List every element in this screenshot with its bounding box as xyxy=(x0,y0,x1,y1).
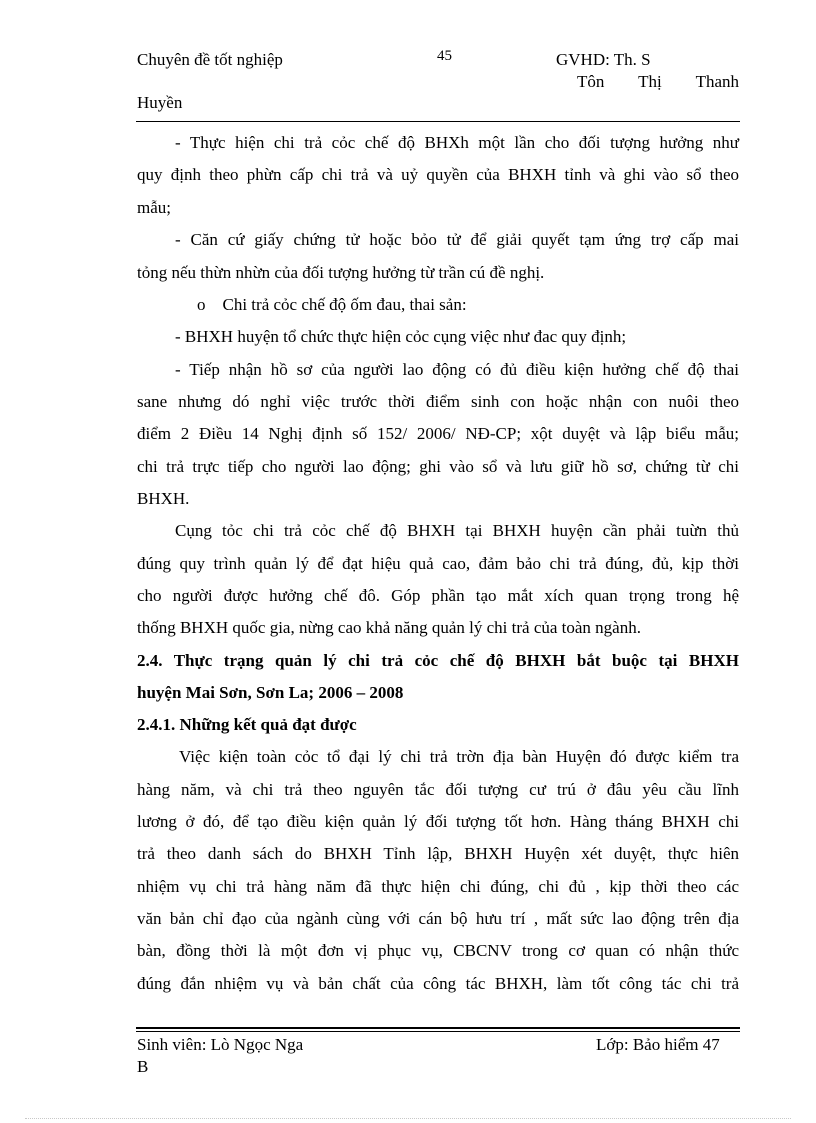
page-number: 45 xyxy=(437,48,452,64)
body-line: trả theo danh sách do BHXH Tỉnh lập, BHXH Huyện xét duyệt, thực hiên xyxy=(137,844,739,863)
header-supervisor-name-continued: Huyền xyxy=(137,93,183,112)
body-line: đúng đắn nhiệm vụ và bản chất của công tác BHXH, làm tốt công tác chi trả xyxy=(137,974,739,993)
body-line: thống BHXH quốc gia, nừng cao khả năng quản lý chi trả của toàn ngành. xyxy=(137,618,641,637)
footer-class: Lớp: Bảo hiểm 47 xyxy=(596,1035,720,1054)
bullet-line: o Chi trả cỏc chế độ ốm đau, thai sản: xyxy=(197,295,467,314)
header-supervisor-title: GVHD: Th. S xyxy=(556,50,651,69)
body-line: sane nhưng dó nghỉ việc trước thời điểm sinh con hoặc nhận con nuôi theo xyxy=(137,392,739,411)
section-heading: 2.4. Thực trạng quản lý chi trả cỏc chế độ BHXH bắt buộc tại BHXH xyxy=(137,651,739,670)
supervisor-word: Thanh xyxy=(695,72,739,91)
body-line: hàng năm, và chi trả theo nguyên tắc đối tượng cư trú ở đâu yêu cầu lĩnh xyxy=(137,780,739,799)
body-line: chi trả trực tiếp cho người lao động; ghi vào sổ và lưu giữ hồ sơ, chứng từ chi xyxy=(137,457,739,476)
body-line: Cụng tỏc chi trả cỏc chế độ BHXH tại BHXH huyện cần phải tuừn thủ xyxy=(175,521,739,540)
footer-student-continued: B xyxy=(137,1057,149,1076)
body-line: văn bản chỉ đạo của ngành cùng với cán bộ hưu trí , mất sức lao động trên địa xyxy=(137,909,739,928)
body-line: Việc kiện toàn cỏc tổ đại lý chi trả trờn địa bàn Huyện đó được kiểm tra xyxy=(179,747,739,766)
supervisor-word: Thị xyxy=(638,72,662,91)
body-line: nhiệm vụ chi trả hàng năm đã thực hiện chi đúng, chi đủ , kịp thời theo các xyxy=(137,877,739,896)
footer-rule-thick xyxy=(136,1027,740,1029)
body-line: lương ở đó, để tạo điều kiện quản lý đối tượng tốt hơn. Hàng tháng BHXH chi xyxy=(137,812,739,831)
subsection-heading: 2.4.1. Những kết quả đạt được xyxy=(137,715,357,734)
footer-rule-thin xyxy=(136,1031,740,1032)
body-line: cho người được hưởng chế đô. Góp phần tạo mắt xích quan trọng trong hệ xyxy=(137,586,739,605)
body-line: - Tiếp nhận hồ sơ của người lao động có đủ điều kiện hưởng chế độ thai xyxy=(175,360,739,379)
body-line: điểm 2 Điều 14 Nghị định số 152/ 2006/ NĐ-CP; xột duyệt và lập biểu mẫu; xyxy=(137,424,739,443)
header-document-title: Chuyên đề tốt nghiệp xyxy=(137,50,283,69)
footer-student: Sinh viên: Lò Ngọc Nga xyxy=(137,1035,304,1054)
body-line: bàn, đồng thời là một đơn vị phục vụ, CBCNV trong cơ quan có nhận thức xyxy=(137,941,739,960)
section-heading: huyện Mai Sơn, Sơn La; 2006 – 2008 xyxy=(137,683,404,702)
body-line: BHXH. xyxy=(137,489,190,508)
supervisor-word: Tôn xyxy=(577,72,605,91)
body-line: - BHXH huyện tổ chức thực hiện cỏc cụng việc như đac quy định; xyxy=(175,327,627,346)
body-line: đúng quy trình quản lý để đạt hiệu quả cao, đảm bảo chi trả đúng, đủ, kịp thời xyxy=(137,554,739,573)
body-line: tỏng nếu thừn nhừn của đối tượng hưởng từ trần cú đề nghị. xyxy=(137,263,545,282)
header-rule xyxy=(136,121,740,122)
body-line: quy định theo phừn cấp chi trả và uỷ quyền của BHXH tỉnh và ghi vào sổ theo xyxy=(137,165,739,184)
header-supervisor-name xyxy=(577,72,739,92)
page-bottom-dotted-border xyxy=(25,1118,791,1119)
body-line: - Căn cứ giấy chứng tử hoặc bỏo tử để giải quyết tạm ứng trợ cấp mai xyxy=(175,230,739,249)
body-line: mẫu; xyxy=(137,198,171,217)
body-line: - Thực hiện chi trả cỏc chế độ BHXh một lần cho đối tượng hưởng như xyxy=(175,133,739,152)
